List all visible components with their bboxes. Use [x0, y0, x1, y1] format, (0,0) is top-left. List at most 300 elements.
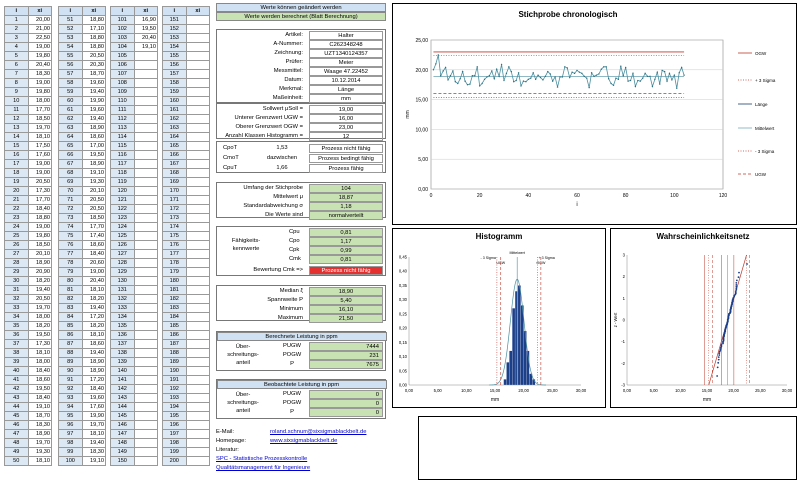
row-value[interactable]: 19,90: [82, 97, 106, 106]
row-value[interactable]: 18,00: [28, 358, 52, 367]
row-value[interactable]: 19,10: [82, 457, 106, 466]
field-value[interactable]: 23,00: [309, 123, 383, 132]
table-row: [59, 34, 106, 43]
row-value[interactable]: 16,90: [134, 16, 158, 25]
row-value[interactable]: [186, 70, 210, 79]
row-value[interactable]: [134, 448, 158, 457]
field-value[interactable]: Meier: [309, 58, 383, 67]
row-index: 191: [163, 376, 187, 385]
row-value[interactable]: [186, 421, 210, 430]
row-value[interactable]: [134, 106, 158, 115]
row-value[interactable]: 18,30: [82, 448, 106, 457]
table-row: [163, 52, 210, 61]
x-tick-label: 30,00: [575, 388, 587, 393]
median-label: Maximum: [277, 315, 303, 321]
row-value[interactable]: 19,80: [28, 52, 52, 61]
row-value[interactable]: [186, 115, 210, 124]
row-value[interactable]: 19,30: [28, 448, 52, 457]
row-value[interactable]: [134, 403, 158, 412]
y-tick-label: -3: [621, 382, 625, 388]
row-value[interactable]: [186, 196, 210, 205]
median-value: 18,90: [309, 287, 383, 296]
faehigkeit-section: [216, 226, 386, 276]
row-value[interactable]: [186, 313, 210, 322]
row-value[interactable]: [134, 313, 158, 322]
row-value[interactable]: 18,90: [82, 124, 106, 133]
row-index: 159: [163, 88, 187, 97]
row-index: 5: [5, 52, 29, 61]
row-value[interactable]: 17,70: [82, 223, 106, 232]
literatur-link-2[interactable]: Qualitätsmanagement für Ingenieure: [216, 465, 311, 471]
row-value[interactable]: [134, 412, 158, 421]
row-value[interactable]: [134, 385, 158, 394]
row-value[interactable]: 19,30: [82, 178, 106, 187]
row-value[interactable]: [186, 88, 210, 97]
row-value[interactable]: 18,30: [28, 421, 52, 430]
row-value[interactable]: [186, 160, 210, 169]
row-index: 145: [111, 412, 135, 421]
data-point: [559, 76, 560, 77]
table-row: [5, 43, 52, 52]
row-index: 14: [5, 133, 29, 142]
field-value[interactable]: Länge: [309, 85, 383, 94]
row-value[interactable]: 17,60: [28, 151, 52, 160]
row-value[interactable]: 17,10: [82, 25, 106, 34]
row-value[interactable]: 20,50: [28, 295, 52, 304]
row-value[interactable]: 19,40: [82, 115, 106, 124]
homepage-link[interactable]: www.sixsigmablackbelt.de: [270, 438, 338, 444]
row-index: 54: [59, 43, 83, 52]
table-row: [111, 340, 158, 349]
row-value[interactable]: 19,40: [82, 439, 106, 448]
row-value[interactable]: [134, 79, 158, 88]
row-value[interactable]: 20,50: [28, 178, 52, 187]
data-point: [523, 80, 524, 81]
row-value[interactable]: 19,70: [82, 421, 106, 430]
row-value[interactable]: 17,30: [28, 340, 52, 349]
row-value[interactable]: 19,00: [82, 268, 106, 277]
row-value[interactable]: 18,20: [82, 322, 106, 331]
row-value[interactable]: 18,50: [28, 115, 52, 124]
literatur-link-1[interactable]: SPC - Statistische Prozesskontrolle: [216, 456, 308, 462]
row-index: 141: [111, 376, 135, 385]
table-row: [111, 160, 158, 169]
ppm-calc-section: [216, 331, 386, 371]
row-value[interactable]: 20,50: [82, 52, 106, 61]
row-value[interactable]: 18,10: [82, 430, 106, 439]
row-value[interactable]: [186, 79, 210, 88]
row-value[interactable]: [186, 178, 210, 187]
row-index: 194: [163, 403, 187, 412]
row-index: 69: [59, 178, 83, 187]
table-row: [163, 268, 210, 277]
x-tick-label: 80: [622, 193, 629, 199]
capability-target-section: [216, 141, 386, 173]
row-value[interactable]: 18,10: [82, 286, 106, 295]
row-value[interactable]: [186, 25, 210, 34]
table-row: [111, 412, 158, 421]
row-value[interactable]: [186, 268, 210, 277]
table-row: [111, 25, 158, 34]
row-value[interactable]: 18,10: [28, 349, 52, 358]
row-value[interactable]: [134, 241, 158, 250]
row-value[interactable]: 17,70: [28, 196, 52, 205]
row-value[interactable]: 18,40: [28, 205, 52, 214]
row-value[interactable]: 19,70: [28, 124, 52, 133]
row-index: 197: [163, 430, 187, 439]
table-row: [5, 286, 52, 295]
table-row: [5, 124, 52, 133]
row-value[interactable]: 19,10: [134, 43, 158, 52]
y-tick-label: 0,05: [398, 368, 407, 374]
row-value[interactable]: [134, 286, 158, 295]
row-value[interactable]: 18,60: [28, 376, 52, 385]
row-value[interactable]: 20,10: [28, 250, 52, 259]
row-value[interactable]: [186, 97, 210, 106]
row-value[interactable]: [186, 187, 210, 196]
row-value[interactable]: [186, 43, 210, 52]
row-value[interactable]: 18,40: [28, 367, 52, 376]
row-value[interactable]: 18,60: [82, 241, 106, 250]
row-value[interactable]: [134, 277, 158, 286]
row-value[interactable]: 17,30: [28, 187, 52, 196]
table-row: [163, 421, 210, 430]
stat-value: 1,18: [309, 202, 383, 211]
row-value[interactable]: [186, 124, 210, 133]
row-index: 79: [59, 268, 83, 277]
row-value[interactable]: 19,40: [82, 349, 106, 358]
row-value[interactable]: [186, 439, 210, 448]
row-value[interactable]: [186, 241, 210, 250]
field-value[interactable]: C262348248: [309, 40, 383, 49]
row-value[interactable]: [186, 61, 210, 70]
faehigkeit-value: 0,81: [309, 228, 383, 237]
row-index: 3: [5, 34, 29, 43]
table-row: [163, 88, 210, 97]
table-row: [163, 295, 210, 304]
row-value[interactable]: 18,60: [82, 133, 106, 142]
table-row: [163, 133, 210, 142]
row-value[interactable]: 20,50: [82, 205, 106, 214]
row-value[interactable]: 19,50: [134, 25, 158, 34]
table-row: [111, 34, 158, 43]
row-value[interactable]: [186, 250, 210, 259]
table-row: [163, 205, 210, 214]
row-value[interactable]: [186, 376, 210, 385]
row-value[interactable]: 18,50: [82, 214, 106, 223]
row-index: 25: [5, 232, 29, 241]
row-value[interactable]: 19,80: [28, 88, 52, 97]
table-row: [163, 97, 210, 106]
row-value[interactable]: [186, 331, 210, 340]
row-value[interactable]: 19,00: [28, 160, 52, 169]
row-value[interactable]: 18,90: [82, 367, 106, 376]
row-value[interactable]: [186, 106, 210, 115]
row-value[interactable]: [186, 133, 210, 142]
table-row: [59, 394, 106, 403]
table-row: [59, 178, 106, 187]
row-value[interactable]: 17,50: [28, 142, 52, 151]
table-row: [59, 61, 106, 70]
row-value[interactable]: 19,50: [28, 385, 52, 394]
row-index: 98: [59, 439, 83, 448]
data-point: [681, 67, 682, 68]
row-value[interactable]: [186, 214, 210, 223]
row-index: 166: [163, 151, 187, 160]
row-value[interactable]: 19,00: [28, 79, 52, 88]
row-value[interactable]: 19,40: [82, 304, 106, 313]
row-value[interactable]: 18,90: [28, 430, 52, 439]
table-row: [5, 367, 52, 376]
table-row: [59, 367, 106, 376]
row-value[interactable]: [134, 232, 158, 241]
row-value[interactable]: 18,20: [28, 277, 52, 286]
row-value[interactable]: 20,40: [28, 61, 52, 70]
row-value[interactable]: [134, 142, 158, 151]
row-value[interactable]: [134, 52, 158, 61]
row-value[interactable]: 19,70: [28, 439, 52, 448]
field-value[interactable]: 19,00: [309, 105, 383, 114]
row-value[interactable]: [134, 97, 158, 106]
row-value[interactable]: [186, 394, 210, 403]
row-value[interactable]: [134, 151, 158, 160]
row-value[interactable]: [134, 358, 158, 367]
row-value[interactable]: 18,60: [82, 340, 106, 349]
row-value[interactable]: [186, 277, 210, 286]
row-index: 46: [5, 421, 29, 430]
row-value[interactable]: [134, 421, 158, 430]
row-value[interactable]: 19,40: [82, 88, 106, 97]
data-point: [481, 83, 482, 84]
row-value[interactable]: 18,20: [82, 295, 106, 304]
row-value[interactable]: [134, 187, 158, 196]
row-value[interactable]: 20,30: [82, 61, 106, 70]
row-value[interactable]: [186, 169, 210, 178]
row-value[interactable]: 19,90: [82, 412, 106, 421]
row-value[interactable]: 18,00: [28, 97, 52, 106]
field-value[interactable]: 12: [309, 132, 383, 141]
row-index: 114: [111, 133, 135, 142]
row-value[interactable]: [134, 376, 158, 385]
row-value[interactable]: [134, 340, 158, 349]
row-value[interactable]: [186, 232, 210, 241]
histogram-bar: [506, 362, 509, 385]
row-value[interactable]: 20,50: [82, 196, 106, 205]
y-tick-label: 0,20: [398, 325, 407, 331]
row-value[interactable]: [186, 457, 210, 466]
row-value[interactable]: [186, 403, 210, 412]
data-point: [735, 282, 737, 284]
row-value[interactable]: [134, 322, 158, 331]
row-value[interactable]: [186, 223, 210, 232]
row-index: 1: [5, 16, 29, 25]
row-value[interactable]: [134, 250, 158, 259]
row-value[interactable]: [186, 142, 210, 151]
row-value[interactable]: 19,60: [82, 106, 106, 115]
ppm-value: 7444: [309, 342, 383, 351]
row-value[interactable]: [134, 70, 158, 79]
table-row: [163, 277, 210, 286]
row-value[interactable]: [134, 133, 158, 142]
row-value[interactable]: [134, 295, 158, 304]
table-row: [59, 295, 106, 304]
row-index: 65: [59, 142, 83, 151]
row-value[interactable]: [186, 304, 210, 313]
row-value[interactable]: [134, 205, 158, 214]
table-row: [163, 457, 210, 466]
row-value[interactable]: 18,40: [82, 250, 106, 259]
row-value[interactable]: [134, 304, 158, 313]
row-value[interactable]: 20,60: [82, 259, 106, 268]
row-value[interactable]: 18,10: [28, 133, 52, 142]
row-value[interactable]: [186, 16, 210, 25]
row-value[interactable]: 20,00: [28, 16, 52, 25]
row-index: 35: [5, 322, 29, 331]
row-value[interactable]: 18,70: [28, 412, 52, 421]
table-row: [111, 115, 158, 124]
row-value[interactable]: [134, 259, 158, 268]
row-value[interactable]: 18,90: [82, 160, 106, 169]
row-value[interactable]: [186, 385, 210, 394]
row-value[interactable]: [134, 223, 158, 232]
field-value[interactable]: 10.12.2014: [309, 76, 383, 85]
row-value[interactable]: 19,00: [28, 169, 52, 178]
x-tick-label: 40: [525, 193, 532, 199]
row-value[interactable]: 19,60: [82, 79, 106, 88]
row-value[interactable]: [134, 88, 158, 97]
row-value[interactable]: 17,40: [82, 232, 106, 241]
row-value[interactable]: [186, 151, 210, 160]
row-value[interactable]: [134, 61, 158, 70]
row-value[interactable]: [134, 124, 158, 133]
row-index: 171: [163, 196, 187, 205]
row-value[interactable]: [186, 259, 210, 268]
row-value[interactable]: 18,50: [28, 241, 52, 250]
row-value[interactable]: [186, 358, 210, 367]
field-value[interactable]: mm: [309, 94, 383, 103]
row-value[interactable]: [186, 367, 210, 376]
row-value[interactable]: [134, 439, 158, 448]
row-value[interactable]: 19,10: [28, 403, 52, 412]
row-value[interactable]: 19,10: [82, 169, 106, 178]
row-value[interactable]: 20,40: [134, 34, 158, 43]
table-row: [163, 340, 210, 349]
row-value[interactable]: [186, 34, 210, 43]
row-value[interactable]: [134, 160, 158, 169]
row-value[interactable]: [186, 430, 210, 439]
row-value[interactable]: 17,70: [28, 106, 52, 115]
row-value[interactable]: [134, 268, 158, 277]
row-value[interactable]: [186, 349, 210, 358]
row-value[interactable]: 20,10: [82, 187, 106, 196]
row-value[interactable]: [134, 169, 158, 178]
row-value[interactable]: [186, 322, 210, 331]
row-index: 64: [59, 133, 83, 142]
row-value[interactable]: 19,40: [28, 286, 52, 295]
row-value[interactable]: [186, 52, 210, 61]
row-value[interactable]: 18,10: [82, 331, 106, 340]
ppm-side-label: Über-: [235, 344, 251, 350]
row-value[interactable]: [134, 394, 158, 403]
row-value[interactable]: 18,80: [82, 16, 106, 25]
row-value[interactable]: 19,70: [28, 304, 52, 313]
row-value[interactable]: [186, 340, 210, 349]
field-value[interactable]: UZT1340124357: [309, 49, 383, 58]
row-value[interactable]: 18,80: [82, 34, 106, 43]
row-value[interactable]: [134, 367, 158, 376]
row-value[interactable]: [186, 286, 210, 295]
row-value[interactable]: 21,00: [28, 25, 52, 34]
row-value[interactable]: 19,80: [28, 232, 52, 241]
row-value[interactable]: [134, 331, 158, 340]
row-value[interactable]: 17,00: [82, 142, 106, 151]
row-value[interactable]: 20,90: [28, 268, 52, 277]
row-index: 136: [111, 331, 135, 340]
field-label: Messmittel:: [273, 68, 303, 74]
row-value[interactable]: [134, 214, 158, 223]
row-value[interactable]: [134, 457, 158, 466]
row-value[interactable]: [134, 115, 158, 124]
row-value[interactable]: [134, 349, 158, 358]
legend-label: - 3 Sigma: [755, 149, 775, 154]
row-index: 172: [163, 205, 187, 214]
row-value[interactable]: 19,00: [28, 223, 52, 232]
row-value[interactable]: 22,50: [28, 34, 52, 43]
row-value[interactable]: 19,50: [28, 331, 52, 340]
field-value[interactable]: Halter: [309, 31, 383, 40]
row-value[interactable]: 18,80: [82, 43, 106, 52]
row-value[interactable]: 19,50: [82, 151, 106, 160]
data-point: [647, 76, 648, 77]
row-value[interactable]: 18,40: [28, 394, 52, 403]
row-value[interactable]: 17,20: [82, 313, 106, 322]
row-value[interactable]: 19,00: [28, 43, 52, 52]
row-index: 170: [163, 187, 187, 196]
row-value[interactable]: 18,30: [28, 70, 52, 79]
data-point: [528, 79, 529, 80]
row-value[interactable]: [186, 412, 210, 421]
table-row: [5, 16, 52, 25]
row-value[interactable]: 18,70: [82, 70, 106, 79]
row-value[interactable]: 17,60: [82, 403, 106, 412]
data-point: [467, 84, 468, 85]
row-value[interactable]: 18,90: [82, 358, 106, 367]
field-value[interactable]: Waage 47.22452: [309, 67, 383, 76]
row-value[interactable]: 18,40: [82, 385, 106, 394]
row-value[interactable]: 18,00: [28, 313, 52, 322]
row-value[interactable]: 20,40: [82, 277, 106, 286]
row-value[interactable]: [134, 430, 158, 439]
data-point: [508, 66, 509, 67]
email-link[interactable]: roland.schnurr@sixsigmablackbelt.de: [270, 429, 367, 435]
ppm-value: 0: [309, 399, 383, 408]
row-value[interactable]: [134, 196, 158, 205]
cap-label: CpoT: [223, 145, 238, 151]
row-value[interactable]: [186, 205, 210, 214]
row-value[interactable]: [186, 295, 210, 304]
row-value[interactable]: 18,80: [28, 214, 52, 223]
row-value[interactable]: 17,20: [82, 376, 106, 385]
row-value[interactable]: [134, 178, 158, 187]
row-value[interactable]: 19,60: [82, 394, 106, 403]
row-value[interactable]: 18,10: [28, 457, 52, 466]
field-value[interactable]: 16,00: [309, 114, 383, 123]
data-point: [635, 86, 636, 87]
row-value[interactable]: 18,20: [28, 322, 52, 331]
row-value[interactable]: [186, 448, 210, 457]
row-value[interactable]: 18,90: [28, 259, 52, 268]
table-row: [111, 196, 158, 205]
